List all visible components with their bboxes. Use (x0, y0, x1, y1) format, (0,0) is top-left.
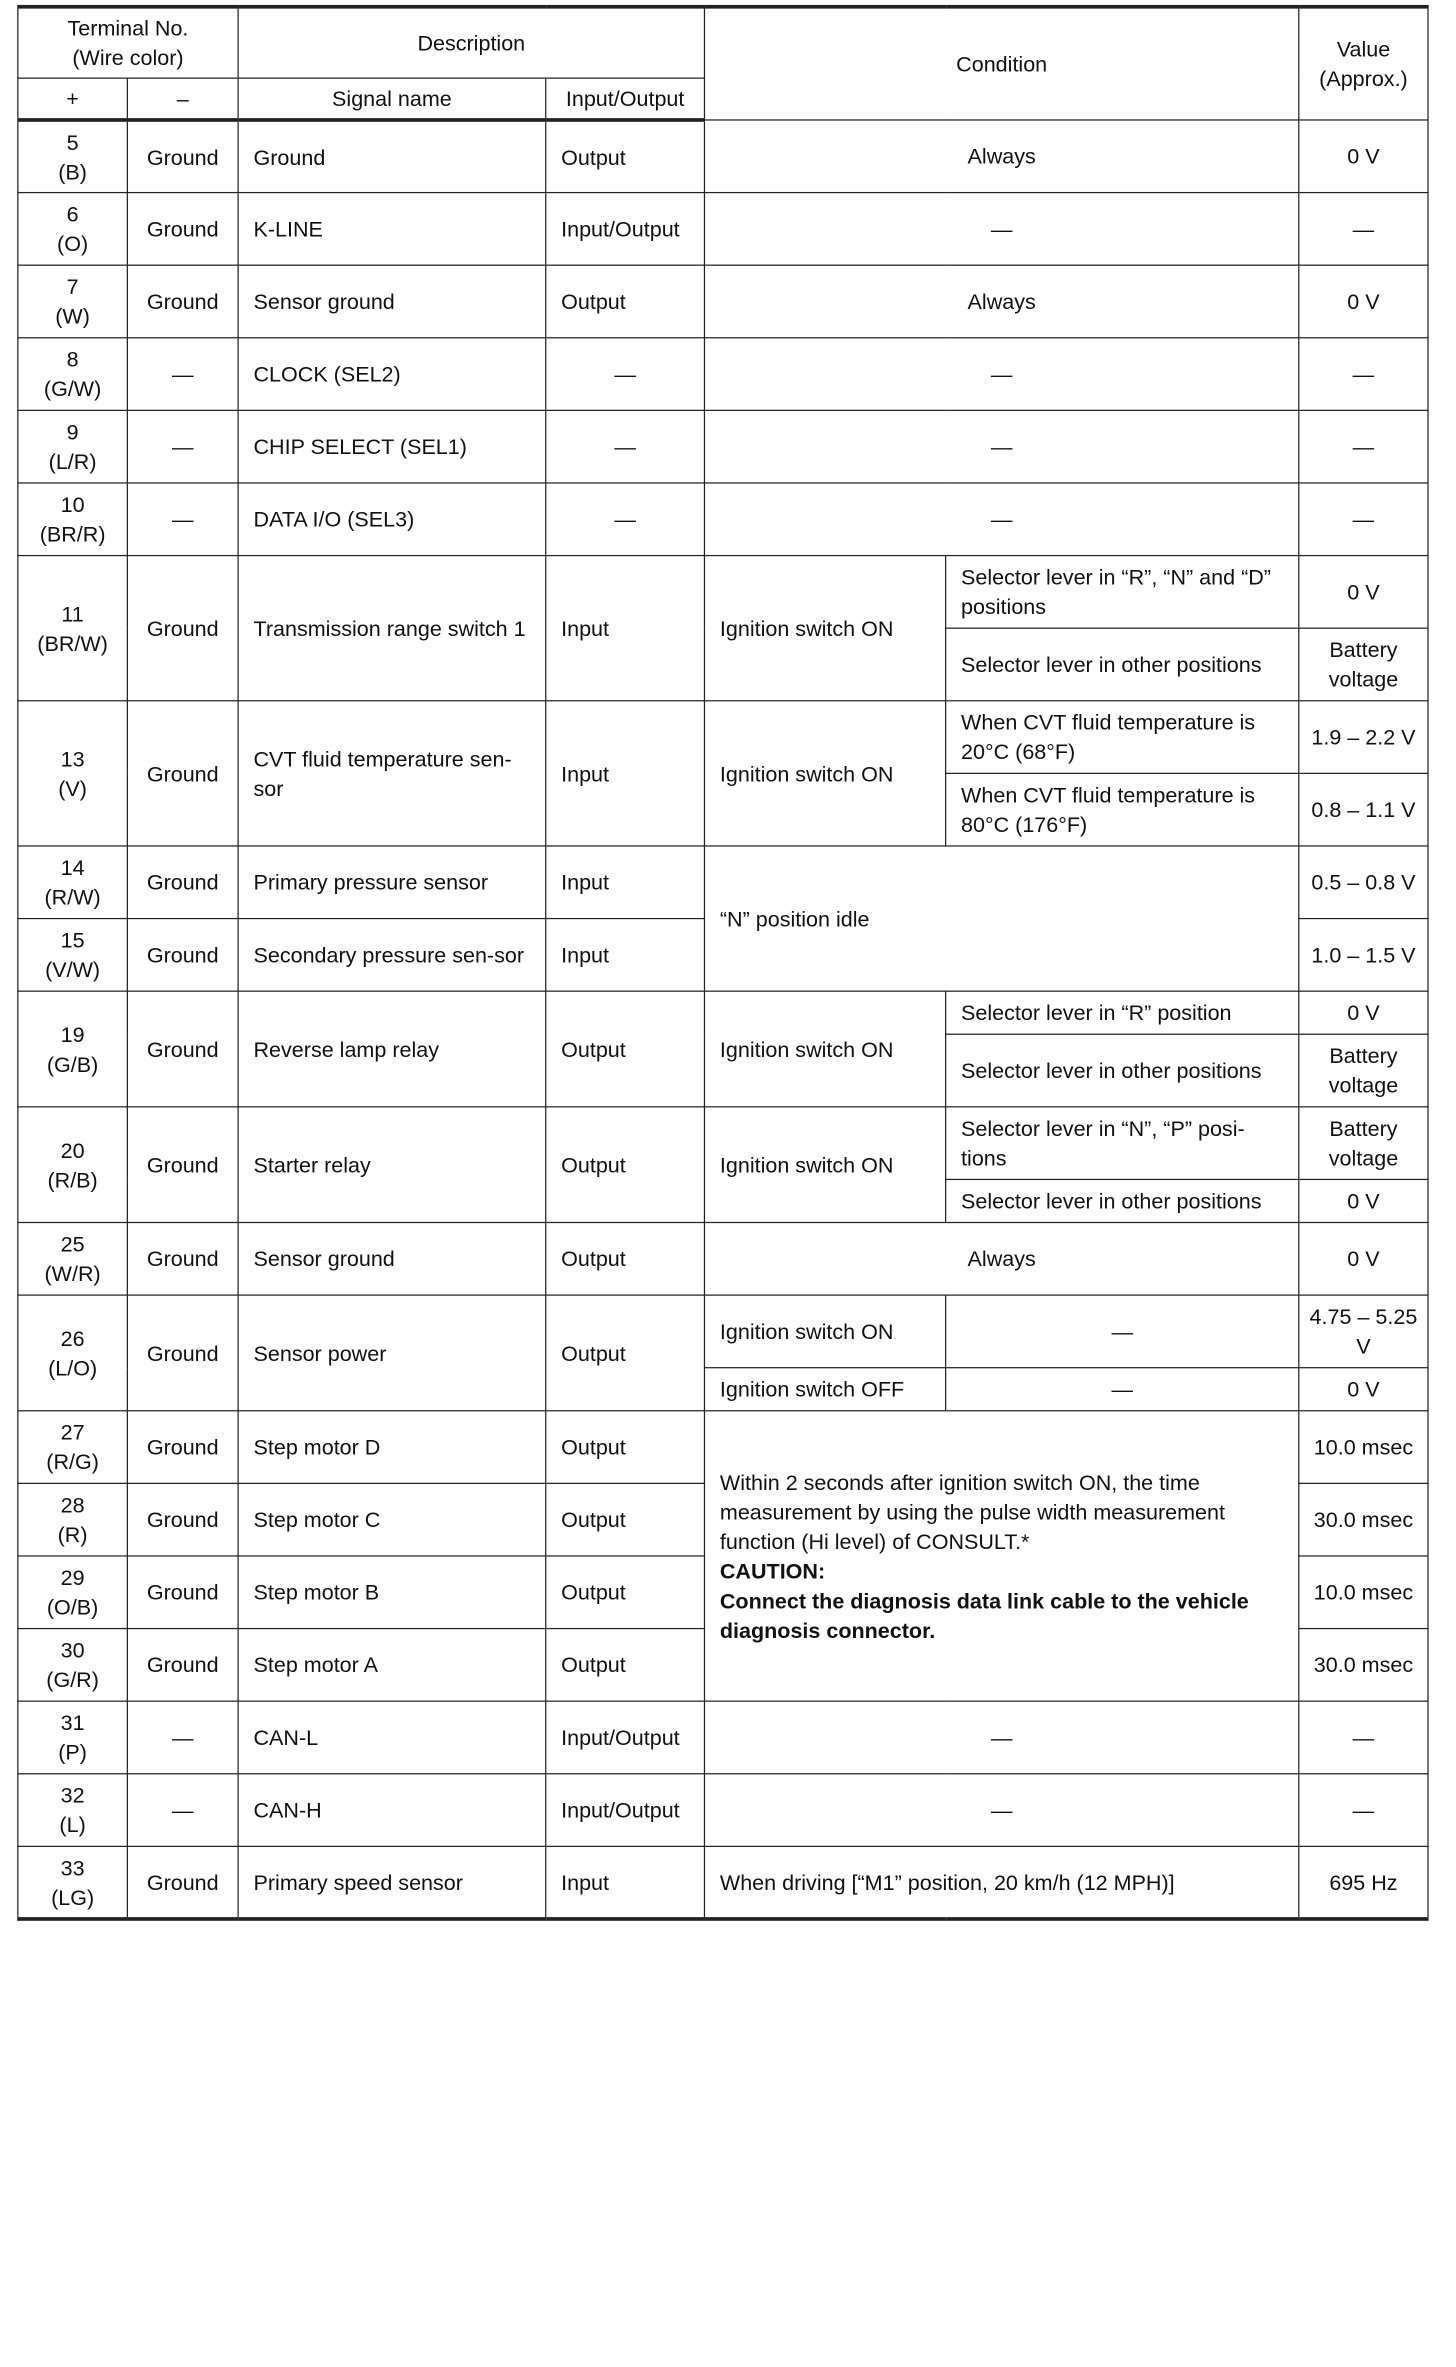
table-row (18, 1846, 1428, 1919)
wire-color: (G/W) (43, 376, 102, 402)
signal-name: Step motor D (238, 1411, 546, 1484)
condition: Always (704, 1223, 1298, 1296)
input-output: Output (546, 1483, 705, 1556)
condition: Ignition switch ON (704, 1295, 945, 1368)
input-output: Input (546, 556, 705, 701)
terminal-cell (18, 1629, 128, 1702)
input-output: Input (546, 1846, 705, 1919)
table-row (18, 410, 1428, 483)
value: 30.0 msec (1299, 1483, 1428, 1556)
terminal-number: 10 (60, 492, 85, 517)
terminal-cell (18, 1411, 128, 1484)
terminal-number: 8 (66, 347, 79, 372)
wire-color: (L) (59, 1812, 86, 1838)
terminal-number: 30 (60, 1637, 85, 1663)
sub-condition: When CVT fluid temperature is 20°C (68°F) (946, 701, 1299, 774)
terminal-cell (18, 338, 128, 411)
table-row (18, 1107, 1428, 1180)
value: 0 V (1299, 556, 1428, 629)
header-condition: Condition (704, 7, 1298, 120)
wire-color: (O/B) (46, 1594, 99, 1620)
input-output: Output (546, 1629, 705, 1702)
wire-color: (R/B) (47, 1167, 98, 1192)
terminal-number: 6 (66, 201, 79, 227)
table-row (18, 991, 1428, 1034)
table-row (18, 1411, 1428, 1484)
terminal-number: 27 (60, 1419, 85, 1445)
terminal-cell (18, 265, 128, 338)
sub-condition: Selector lever in “R”, “N” and “D” positions (946, 556, 1299, 629)
signal-name: Secondary pressure sen-sor (238, 919, 546, 992)
caution-title: CAUTION: (719, 1558, 826, 1584)
wire-color: (V) (58, 775, 87, 801)
wire-color: (BR/R) (39, 521, 106, 547)
signal-name: CHIP SELECT (SEL1) (238, 410, 546, 483)
step-motor-note: Within 2 seconds after ignition switch ON, the time measurement by using the pulse width measurement function (Hi level) of CONSULT.* (719, 1469, 1226, 1554)
signal-name: CAN-H (238, 1774, 546, 1847)
sub-condition: — (946, 1295, 1299, 1368)
header-description: Description (238, 7, 704, 78)
condition: — (704, 1774, 1298, 1847)
input-output: Output (546, 1295, 705, 1411)
value: 0 V (1299, 1368, 1428, 1411)
terminal-cell (18, 120, 128, 193)
table-row (18, 483, 1428, 556)
condition: Ignition switch ON (704, 701, 945, 846)
value: — (1299, 1701, 1428, 1774)
terminal-cell (18, 483, 128, 556)
input-output: — (546, 483, 705, 556)
terminal-number: 26 (60, 1325, 85, 1351)
value: 1.9 – 2.2 V (1299, 701, 1428, 774)
value: 0 V (1299, 1179, 1428, 1222)
signal-name: Reverse lamp relay (238, 991, 546, 1107)
input-output: Input/Output (546, 193, 705, 266)
terminal-number: 33 (60, 1854, 85, 1880)
negative-terminal: Ground (127, 846, 238, 919)
value: — (1299, 338, 1428, 411)
input-output: Input (546, 919, 705, 992)
terminal-number: 28 (60, 1492, 85, 1518)
terminal-number: 7 (66, 274, 79, 300)
terminal-number: 5 (66, 129, 79, 155)
sub-condition: When CVT fluid temperature is 80°C (176°F) (946, 773, 1299, 846)
terminal-number: 13 (60, 746, 85, 771)
signal-name: K-LINE (238, 193, 546, 266)
header-input-output: Input/Output (546, 78, 705, 120)
negative-terminal: Ground (127, 265, 238, 338)
terminal-cell (18, 1774, 128, 1847)
header-terminal-no (18, 7, 238, 78)
sub-condition: Selector lever in other positions (946, 628, 1299, 701)
wire-color: (B) (58, 159, 87, 184)
header-value-label: Value (1336, 36, 1391, 62)
value: — (1299, 1774, 1428, 1847)
condition: — (704, 410, 1298, 483)
value: 30.0 msec (1299, 1629, 1428, 1702)
wire-color: (G/R) (46, 1667, 99, 1692)
value: — (1299, 410, 1428, 483)
negative-terminal: Ground (127, 1223, 238, 1296)
value: 0.5 – 0.8 V (1299, 846, 1428, 919)
value: 10.0 msec (1299, 1411, 1428, 1484)
table-row (18, 265, 1428, 338)
sub-condition: Selector lever in other positions (946, 1179, 1299, 1222)
input-output: Input/Output (546, 1774, 705, 1847)
table-row (18, 193, 1428, 266)
negative-terminal: — (127, 1701, 238, 1774)
terminal-number: 11 (61, 601, 84, 626)
terminal-number: 32 (60, 1782, 85, 1808)
signal-name: Primary speed sensor (238, 1846, 546, 1919)
input-output: — (546, 338, 705, 411)
caution-text: Connect the diagnosis data link cable to the vehicle diagnosis connector. (719, 1587, 1249, 1643)
negative-terminal: Ground (127, 701, 238, 846)
negative-terminal: Ground (127, 556, 238, 701)
negative-terminal: Ground (127, 120, 238, 193)
header-wire-color-label: (Wire color) (72, 45, 184, 71)
terminal-number: 15 (60, 927, 85, 953)
input-output: Output (546, 1223, 705, 1296)
terminal-cell (18, 1295, 128, 1411)
negative-terminal: Ground (127, 193, 238, 266)
signal-name: CAN-L (238, 1701, 546, 1774)
value: 0 V (1299, 1223, 1428, 1296)
input-output: Output (546, 991, 705, 1107)
input-output: Output (546, 1556, 705, 1629)
table-row (18, 1701, 1428, 1774)
value: Battery voltage (1299, 1107, 1428, 1180)
negative-terminal: Ground (127, 919, 238, 992)
terminal-cell (18, 1107, 128, 1223)
terminal-number: 9 (66, 419, 79, 445)
value: Battery voltage (1299, 1034, 1428, 1107)
terminal-cell (18, 846, 128, 919)
wire-color: (R/W) (44, 884, 101, 910)
input-output: — (546, 410, 705, 483)
table-row (18, 1223, 1428, 1296)
wire-color: (O) (57, 231, 89, 256)
terminal-cell (18, 701, 128, 846)
negative-terminal: Ground (127, 1556, 238, 1629)
terminal-table (17, 5, 1428, 1921)
terminal-cell (18, 1483, 128, 1556)
signal-name: Step motor B (238, 1556, 546, 1629)
signal-name: Starter relay (238, 1107, 546, 1223)
wire-color: (LG) (51, 1884, 95, 1910)
terminal-cell (18, 1701, 128, 1774)
input-output: Input/Output (546, 1701, 705, 1774)
wire-color: (BR/W) (37, 630, 108, 656)
negative-terminal: Ground (127, 1629, 238, 1702)
table-row (18, 846, 1428, 919)
signal-name: CVT fluid temperature sen-sor (238, 701, 546, 846)
negative-terminal: — (127, 338, 238, 411)
condition: Always (704, 265, 1298, 338)
wire-color: (L/O) (48, 1355, 98, 1381)
wire-color: (W) (55, 303, 90, 329)
negative-terminal: — (127, 410, 238, 483)
value: Battery voltage (1299, 628, 1428, 701)
wire-color: (L/R) (48, 449, 97, 474)
condition: — (704, 1701, 1298, 1774)
header-plus: + (18, 78, 128, 120)
negative-terminal: Ground (127, 1483, 238, 1556)
terminal-number: 19 (60, 1021, 85, 1047)
terminal-cell (18, 1223, 128, 1296)
terminal-number: 25 (60, 1231, 85, 1257)
negative-terminal: Ground (127, 1107, 238, 1223)
terminal-number: 14 (60, 855, 85, 880)
value: 1.0 – 1.5 V (1299, 919, 1428, 992)
sub-condition: Selector lever in “R” position (946, 991, 1299, 1034)
condition: Ignition switch ON (704, 991, 945, 1107)
value: — (1299, 483, 1428, 556)
wire-color: (V/W) (45, 957, 101, 982)
header-approx-label: (Approx.) (1319, 66, 1408, 92)
value: — (1299, 193, 1428, 266)
input-output: Output (546, 1411, 705, 1484)
table-row (18, 120, 1428, 193)
negative-terminal: — (127, 1774, 238, 1847)
input-output: Output (546, 265, 705, 338)
step-motor-condition (704, 1411, 1298, 1701)
terminal-number: 29 (60, 1565, 85, 1590)
negative-terminal: Ground (127, 1295, 238, 1411)
value: 0.8 – 1.1 V (1299, 773, 1428, 846)
value: 695 Hz (1299, 1846, 1428, 1919)
condition: — (704, 338, 1298, 411)
value: 0 V (1299, 991, 1428, 1034)
terminal-cell (18, 556, 128, 701)
header-value (1299, 7, 1428, 120)
sub-condition: Selector lever in other positions (946, 1034, 1299, 1107)
value: 0 V (1299, 120, 1428, 193)
terminal-number: 20 (60, 1137, 85, 1163)
table-row (18, 701, 1428, 774)
signal-name: Step motor C (238, 1483, 546, 1556)
header-minus: – (127, 78, 238, 120)
signal-name: Ground (238, 120, 546, 193)
signal-name: Sensor power (238, 1295, 546, 1411)
condition: — (704, 483, 1298, 556)
signal-name: Primary pressure sensor (238, 846, 546, 919)
signal-name: DATA I/O (SEL3) (238, 483, 546, 556)
terminal-cell (18, 1846, 128, 1919)
wire-color: (R/G) (46, 1449, 99, 1475)
terminal-cell (18, 1556, 128, 1629)
input-output: Input (546, 846, 705, 919)
header-terminal-label: Terminal No. (67, 15, 189, 41)
input-output: Output (546, 1107, 705, 1223)
table-row (18, 1774, 1428, 1847)
condition: Ignition switch ON (704, 556, 945, 701)
negative-terminal: — (127, 483, 238, 556)
signal-name: Sensor ground (238, 1223, 546, 1296)
value: 0 V (1299, 265, 1428, 338)
value: 10.0 msec (1299, 1556, 1428, 1629)
terminal-cell (18, 410, 128, 483)
sub-condition: — (946, 1368, 1299, 1411)
condition: Always (704, 120, 1298, 193)
negative-terminal: Ground (127, 1411, 238, 1484)
terminal-number: 31 (60, 1710, 85, 1736)
condition: When driving [“M1” position, 20 km/h (12 MPH)] (704, 1846, 1298, 1919)
wire-color: (P) (58, 1739, 87, 1765)
condition: — (704, 193, 1298, 266)
terminal-cell (18, 991, 128, 1107)
terminal-cell (18, 919, 128, 992)
wire-color: (G/B) (46, 1051, 99, 1077)
wire-color: (R) (57, 1522, 88, 1547)
input-output: Input (546, 701, 705, 846)
table-row (18, 556, 1428, 629)
signal-name: Step motor A (238, 1629, 546, 1702)
input-output: Output (546, 120, 705, 193)
table-row (18, 1295, 1428, 1368)
sub-condition: Selector lever in “N”, “P” posi-tions (946, 1107, 1299, 1180)
value: 4.75 – 5.25 V (1299, 1295, 1428, 1368)
wire-color: (W/R) (44, 1261, 101, 1286)
table-row (18, 338, 1428, 411)
negative-terminal: Ground (127, 991, 238, 1107)
signal-name: Sensor ground (238, 265, 546, 338)
negative-terminal: Ground (127, 1846, 238, 1919)
condition: Ignition switch ON (704, 1107, 945, 1223)
signal-name: CLOCK (SEL2) (238, 338, 546, 411)
condition: Ignition switch OFF (704, 1368, 945, 1411)
condition: “N” position idle (704, 846, 1298, 991)
terminal-cell (18, 193, 128, 266)
signal-name: Transmission range switch 1 (238, 556, 546, 701)
header-signal-name: Signal name (238, 78, 546, 120)
